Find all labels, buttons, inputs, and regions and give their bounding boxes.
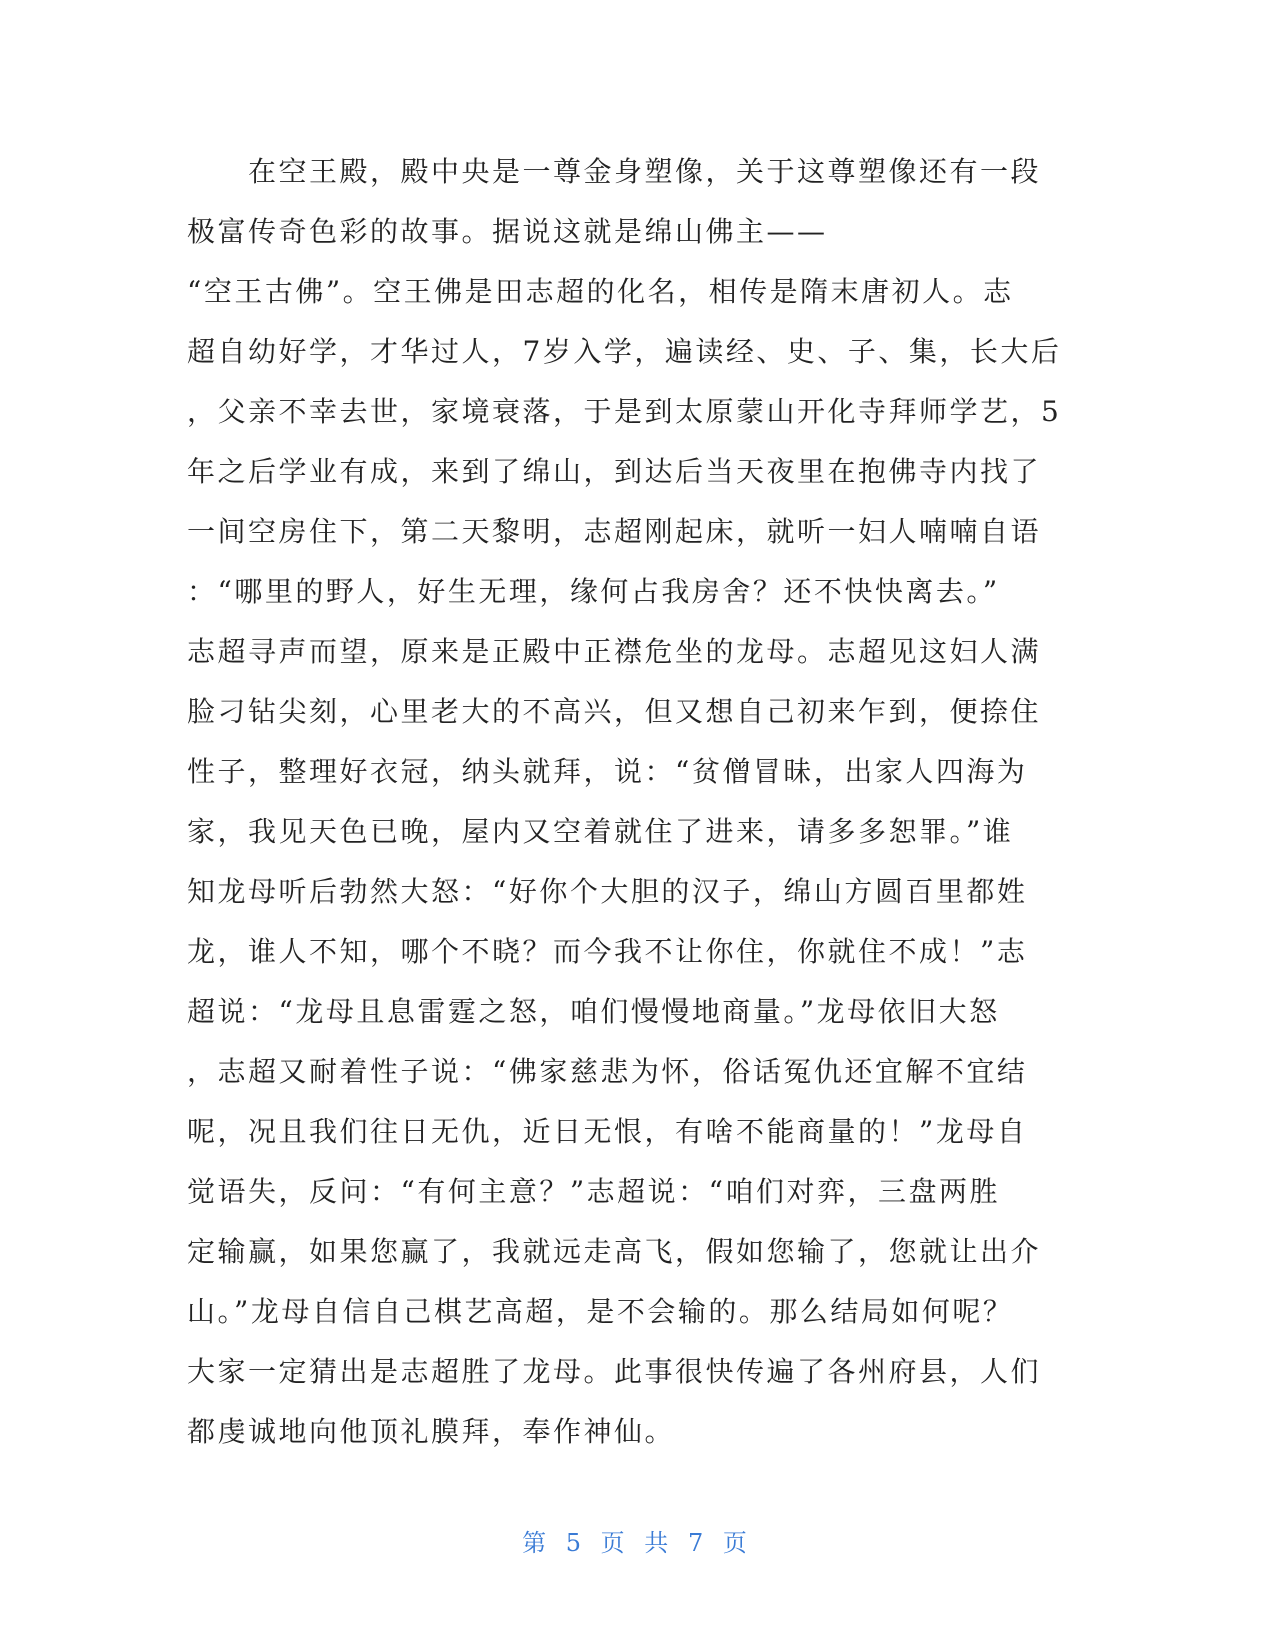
text-line: 知龙母听后勃然大怒：“好你个大胆的汉子，绵山方圆百里都姓 (187, 875, 1028, 908)
text-line: 在空王殿，殿中央是一尊金身塑像，关于这尊塑像还有一段 (187, 155, 1042, 188)
text-line: ，志超又耐着性子说：“佛家慈悲为怀，俗话冤仇还宜解不宜结 (187, 1055, 1028, 1088)
page-number-footer: 第 5 页 共 7 页 (522, 1529, 753, 1557)
text-line: ，父亲不幸去世，家境衰落，于是到太原蒙山开化寺拜师学艺，5 (187, 395, 1062, 428)
text-line: 超说：“龙母且息雷霆之怒，咱们慢慢地商量。”龙母依旧大怒 (187, 995, 1000, 1028)
text-line: 一间空房住下，第二天黎明，志超刚起床，就听一妇人喃喃自语 (187, 515, 1042, 548)
text-line: “空王古佛”。空王佛是田志超的化名，相传是隋末唐初人。志 (187, 275, 1014, 308)
text-line: 极富传奇色彩的故事。据说这就是绵山佛主—— (187, 215, 828, 248)
text-line: 都虔诚地向他顶礼膜拜，奉作神仙。 (187, 1415, 676, 1448)
body-text (187, 142, 1062, 1462)
text-line: 龙，谁人不知，哪个不晓？而今我不让你住，你就住不成！”志 (187, 935, 1028, 968)
text-line: 超自幼好学，才华过人，7岁入学，遍读经、史、子、集，长大后 (187, 335, 1062, 368)
text-line: 年之后学业有成，来到了绵山，到达后当天夜里在抱佛寺内找了 (187, 455, 1042, 488)
text-line: ：“哪里的野人，好生无理，缘何占我房舍？还不快快离去。” (187, 575, 1000, 608)
text-line: 性子，整理好衣冠，纳头就拜，说：“贫僧冒昧，出家人四海为 (187, 755, 1028, 788)
text-line: 志超寻声而望，原来是正殿中正襟危坐的龙母。志超见这妇人满 (187, 635, 1042, 668)
text-line: 大家一定猜出是志超胜了龙母。此事很快传遍了各州府县，人们 (187, 1355, 1042, 1388)
text-line: 定输赢，如果您赢了，我就远走高飞，假如您输了，您就让出介 (187, 1235, 1042, 1268)
text-line: 山。”龙母自信自己棋艺高超，是不会输的。那么结局如何呢？ (187, 1295, 1014, 1328)
text-line: 脸刁钻尖刻，心里老大的不高兴，但又想自己初来乍到，便捺住 (187, 695, 1042, 728)
text-line: 家，我见天色已晚，屋内又空着就住了进来，请多多恕罪。”谁 (187, 815, 1014, 848)
text-line: 觉语失，反问：“有何主意？”志超说：“咱们对弈，三盘两胜 (187, 1175, 1000, 1208)
text-line: 呢，况且我们往日无仇，近日无恨，有啥不能商量的！”龙母自 (187, 1115, 1028, 1148)
